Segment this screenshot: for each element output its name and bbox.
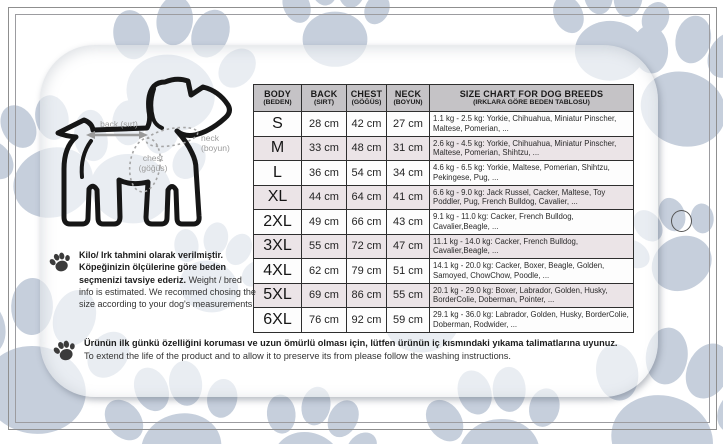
care-instruction-english: To extend the life of the product and to allow it to preserve its from please follow the washing instructions. (84, 350, 511, 361)
column-header-main: CHEST (350, 89, 383, 99)
chest-measurement: 54 cm (347, 161, 387, 186)
size-value: 5XL (254, 283, 302, 308)
back-measurement: 44 cm (302, 185, 347, 210)
column-header-main: BODY (264, 89, 291, 99)
back-measure-label: back (sırt) (100, 119, 138, 129)
breeds-description: 14.1 kg - 20.0 kg: Cacker, Boxer, Beagle, Golden, Samoyed, ChowChow, Poodle, ... (430, 259, 634, 284)
neck-measurement: 27 cm (387, 112, 430, 137)
size-value: 4XL (254, 259, 302, 284)
neck-measurement: 47 cm (387, 234, 430, 259)
care-instruction-turkish: Ürünün ilk günkü özelliğini koruması ve uzun ömürlü olması için, lütfen ürünün iç kısmındaki yıkama talimatlarına uyunuz. (84, 338, 618, 348)
size-value: M (254, 136, 302, 161)
breeds-description: 4.6 kg - 6.5 kg: Yorkie, Maltese, Pomerian, Shihtzu, Pekingese, Pug, ... (430, 161, 634, 186)
breeds-description: 6.6 kg - 9.0 kg: Jack Russel, Cacker, Maltese, Toy Poddler, Pug, French Bulldog, Cavalier, ... (430, 185, 634, 210)
neck-measurement: 34 cm (387, 161, 430, 186)
back-measurement: 69 cm (302, 283, 347, 308)
breeds-description: 11.1 kg - 14.0 kg: Cacker, French Bulldog, Cavalier,Beagle, ... (430, 234, 634, 259)
chest-measurement: 66 cm (347, 210, 387, 235)
column-header-main: BACK (310, 89, 338, 99)
back-measurement: 36 cm (302, 161, 347, 186)
back-measurement: 55 cm (302, 234, 347, 259)
column-header-sub: (BEDEN) (263, 99, 292, 106)
chest-measurement: 64 cm (347, 185, 387, 210)
neck-measurement: 55 cm (387, 283, 430, 308)
neck-measurement: 59 cm (387, 308, 430, 333)
chest-measurement: 72 cm (347, 234, 387, 259)
chest-measurement: 48 cm (347, 136, 387, 161)
chest-measure-label: chest (göğüs) (138, 153, 168, 173)
size-value: 3XL (254, 234, 302, 259)
chest-measurement: 79 cm (347, 259, 387, 284)
column-header-sub: (GÖĞÜS) (351, 99, 382, 106)
size-advice-turkish: Kilo/ Irk tahmini olarak verilmiştir. Köpeğinizin ölçülerine göre beden seçmenizi tavsiye ederiz. (79, 250, 227, 285)
column-header-sub: (SIRT) (313, 99, 334, 106)
column-header-main: SIZE CHART FOR DOG BREEDS (459, 89, 604, 99)
column-header-main: NECK (394, 89, 422, 99)
back-measurement: 33 cm (302, 136, 347, 161)
breeds-description: 2.6 kg - 4.5 kg: Yorkie, Chihuahua, Miniatur Pinscher, Maltese, Pomerian, Shihtzu, ... (430, 136, 634, 161)
back-measurement: 49 cm (302, 210, 347, 235)
size-value: 2XL (254, 210, 302, 235)
back-measurement: 76 cm (302, 308, 347, 333)
size-value: S (254, 112, 302, 137)
neck-measurement: 51 cm (387, 259, 430, 284)
size-value: XL (254, 185, 302, 210)
breeds-description: 9.1 kg - 11.0 kg: Cacker, French Bulldog, Cavalier,Beagle, ... (430, 210, 634, 235)
chest-measurement: 42 cm (347, 112, 387, 137)
size-value: 6XL (254, 308, 302, 333)
neck-measurement: 43 cm (387, 210, 430, 235)
back-measurement: 28 cm (302, 112, 347, 137)
neck-measure-label: neck (boyun) (201, 133, 230, 153)
breeds-description: 20.1 kg - 29.0 kg: Boxer, Labrador, Golden, Husky, BorderColie, Doberman, Pointer, ... (430, 283, 634, 308)
breeds-description: 1.1 kg - 2.5 kg: Yorkie, Chihuahua, Miniatur Pinscher, Maltese, Pomerian, ... (430, 112, 634, 137)
neck-measurement: 41 cm (387, 185, 430, 210)
chest-measurement: 92 cm (347, 308, 387, 333)
neck-measurement: 31 cm (387, 136, 430, 161)
inner-frame (15, 14, 710, 423)
back-measurement: 62 cm (302, 259, 347, 284)
breeds-description: 29.1 kg - 36.0 kg: Labrador, Golden, Husky, BorderColie, Doberman, Rodwider, ... (430, 308, 634, 333)
size-value: L (254, 161, 302, 186)
size-advice-english: Weight / bred info is estimated. We recommed chosing the size according to your dog's measurements. (79, 274, 256, 310)
column-header-sub: (IRKLARA GÖRE BEDEN TABLOSU) (473, 99, 590, 106)
column-header-sub: (BOYUN) (393, 99, 423, 106)
chest-measurement: 86 cm (347, 283, 387, 308)
